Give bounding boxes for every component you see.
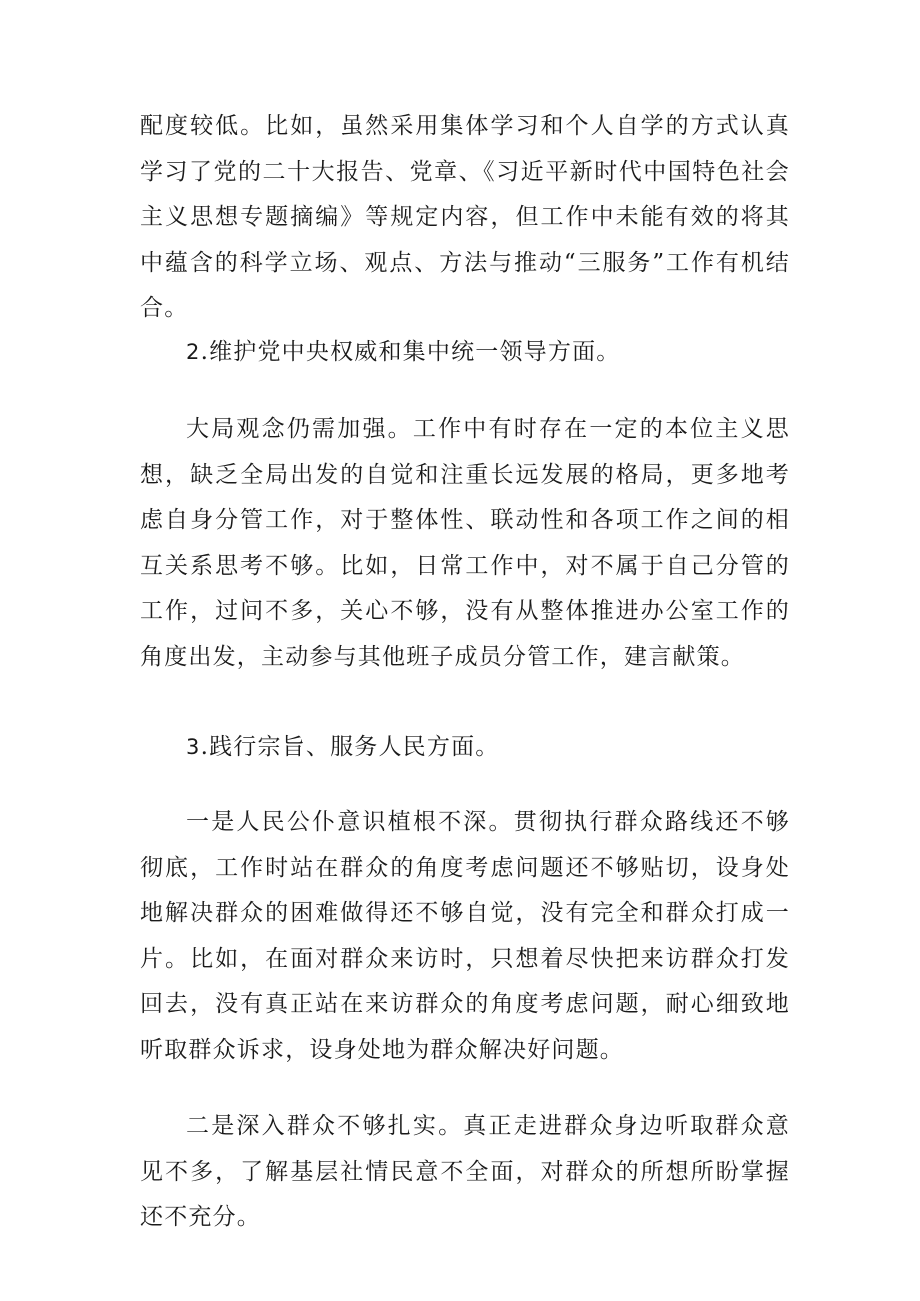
paragraph-continued-study: 配度较低。比如，虽然采用集体学习和个人自学的方式认真学习了党的二十大报告、党章、《习近平新时代中国特色社会主义思想专题摘编》等规定内容，但工作中未能有效的将其中蕴含的科学立场、观点、方法与推动“三服务”工作有机结合。 [140, 113, 790, 322]
section-heading-3 [186, 725, 786, 771]
section-number: 3 [186, 735, 201, 759]
paragraph-public-servant: 一是人民公仆意识植根不深。贯彻执行群众路线还不够彻底，工作时站在群众的角度考虑问题还不够贴切，设身处地解决群众的困难做得还不够自觉，没有完全和群众打成一片。比如，在面对群众来访时，只想着尽快把来访群众打发回去，没有真正站在来访群众的角度考虑问题，耐心细致地听取群众诉求，设身处地为群众解决好问题。 [140, 809, 790, 1063]
section-heading-2 [186, 330, 786, 376]
section-heading-text: .践行宗旨、服务人民方面。 [200, 734, 500, 760]
paragraph-grassroots: 二是深入群众不够扎实。真正走进群众身边听取群众意见不多，了解基层社情民意不全面，对群众的所想所盼掌握还不充分。 [140, 1113, 790, 1231]
paragraph-overall-view: 大局观念仍需加强。工作中有时存在一定的本位主义思想，缺乏全局出发的自觉和注重长远发展的格局，更多地考虑自身分管工作，对于整体性、联动性和各项工作之间的相互关系思考不够。比如，日常工作中，对不属于自己分管的工作，过问不多，关心不够，没有从整体推进办公室工作的角度出发，主动参与其他班子成员分管工作，建言献策。 [140, 416, 790, 670]
section-heading-text: .维护党中央权威和集中统一领导方面。 [200, 339, 621, 365]
section-number: 2 [186, 340, 201, 364]
